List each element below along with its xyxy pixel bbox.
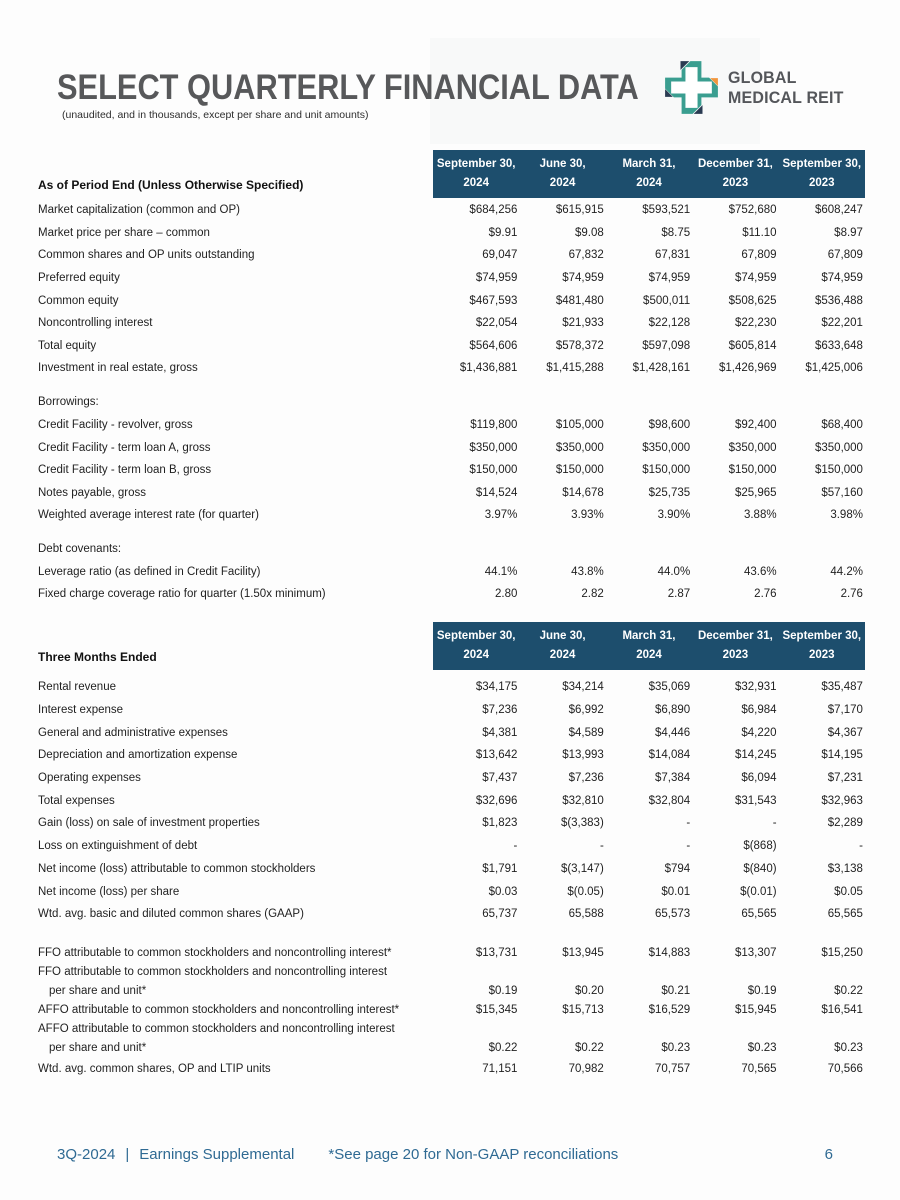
cell-value: 3.90% (657, 509, 691, 522)
cell-value: $0.19 (747, 984, 777, 997)
cell-value: $1,425,006 (805, 362, 863, 375)
cell-value: $0.01 (661, 885, 691, 898)
row-label: AFFO attributable to common stockholders and noncontrolling interest* (38, 1003, 400, 1016)
cell-value: $25,965 (734, 486, 777, 499)
cell-value: $350,000 (642, 441, 691, 454)
cell-value: $22,230 (734, 317, 777, 330)
cell-value: $593,521 (642, 204, 691, 217)
row-label: AFFO attributable to common stockholders and noncontrolling interest (38, 1022, 395, 1035)
table-row (38, 676, 865, 699)
cell-value: $684,256 (469, 204, 518, 217)
table-row (38, 459, 865, 482)
cell-value: $14,883 (648, 946, 691, 959)
table-row (38, 504, 865, 527)
cell-value: $0.20 (575, 984, 604, 997)
cell-value: $32,963 (821, 794, 863, 807)
cell-value: $4,220 (741, 726, 777, 739)
row-label: Total expenses (38, 794, 115, 807)
table-row (38, 1038, 865, 1057)
column-header: June 30, 2024 (539, 158, 586, 189)
footer-doc-title: Earnings Supplemental (139, 1146, 295, 1163)
section-row (38, 538, 865, 561)
cell-value: 70,566 (827, 1062, 863, 1075)
cell-value: $74,959 (648, 272, 691, 285)
cell-value: $0.23 (661, 1041, 691, 1054)
row-label: Loss on extinguishment of debt (38, 840, 198, 853)
cell-value: - (686, 840, 691, 853)
cell-value: $57,160 (821, 486, 863, 499)
cell-value: 70,565 (741, 1062, 777, 1075)
cell-value: 44.0% (657, 565, 691, 578)
cell-value: $1,791 (482, 862, 518, 875)
cell-value: $92,400 (734, 418, 777, 431)
column-header: December 31, 2023 (697, 630, 773, 661)
table-row (38, 812, 865, 835)
table-row (38, 1057, 865, 1080)
footer-quarter: 3Q-2024 (57, 1146, 116, 1163)
period-end-table (38, 150, 865, 606)
table-row (38, 962, 865, 981)
cell-value: $0.19 (488, 984, 518, 997)
spacer-row (38, 380, 865, 391)
cell-value: $22,128 (648, 317, 691, 330)
cell-value: $350,000 (555, 441, 604, 454)
cell-value: $15,345 (475, 1003, 518, 1016)
cell-value: 67,809 (741, 249, 777, 262)
cell-value: $1,428,161 (632, 362, 691, 375)
row-label: FFO attributable to common stockholders and noncontrolling interest (38, 965, 388, 978)
cell-value: $3,138 (827, 862, 863, 875)
footer-note: *See page 20 for Non-GAAP reconciliations (328, 1146, 619, 1163)
table-row (38, 244, 865, 267)
cell-value: 2.76 (754, 588, 777, 601)
title-block (57, 70, 718, 121)
three-months-ended-table (38, 622, 865, 1080)
row-label: Noncontrolling interest (38, 317, 153, 330)
cell-value: $508,625 (728, 294, 777, 307)
footer-divider: | (125, 1146, 130, 1163)
cell-value: - (686, 817, 691, 830)
cell-value: $119,800 (470, 418, 518, 431)
cell-value: $32,931 (734, 681, 777, 694)
cell-value: $32,696 (475, 794, 518, 807)
cell-value: $(868) (743, 840, 777, 853)
cell-value: $8.97 (834, 226, 863, 239)
cell-value: $9.91 (488, 226, 518, 239)
cell-value: $536,488 (814, 294, 863, 307)
row-label: Net income (loss) per share (38, 885, 180, 898)
cell-value: $14,524 (475, 486, 518, 499)
cell-value: - (513, 840, 518, 853)
cell-value: $150,000 (555, 464, 604, 477)
table-row (38, 767, 865, 790)
cell-value: 2.82 (581, 588, 604, 601)
column-header: March 31, 2024 (622, 158, 676, 189)
cell-value: $34,175 (475, 681, 518, 694)
medical-cross-pinwheel-icon (664, 60, 719, 115)
table-row (38, 312, 865, 335)
cell-value: 69,047 (482, 249, 518, 262)
table-row (38, 222, 865, 245)
column-header: September 30, 2024 (436, 158, 516, 189)
cell-value: $7,236 (482, 704, 518, 717)
cell-value: $794 (664, 862, 691, 875)
cell-value: $15,250 (821, 946, 863, 959)
table-row (38, 436, 865, 459)
row-label: General and administrative expenses (38, 726, 228, 739)
table-row (38, 289, 865, 312)
cell-value: - (859, 840, 863, 853)
cell-value: $35,487 (821, 681, 863, 694)
cell-value: 65,737 (482, 908, 518, 921)
cell-value: $74,959 (734, 272, 777, 285)
cell-value: $105,000 (555, 418, 604, 431)
cell-value: $150,000 (642, 464, 691, 477)
cell-value: $7,170 (827, 704, 863, 717)
table-row (38, 835, 865, 858)
cell-value: $0.23 (747, 1041, 777, 1054)
table-row (38, 699, 865, 722)
cell-value: $32,804 (648, 794, 691, 807)
cell-value: $500,011 (643, 294, 691, 307)
table2-column-headers (433, 622, 865, 670)
table-row (38, 744, 865, 767)
cell-value: $32,810 (562, 794, 604, 807)
cell-value: 44.1% (484, 565, 518, 578)
cell-value: $13,642 (475, 749, 518, 762)
table-row (38, 789, 865, 812)
column-header: September 30, 2023 (782, 630, 862, 661)
cell-value: $16,541 (821, 1003, 863, 1016)
cell-value: $564,606 (469, 339, 518, 352)
logo-text-line2: MEDICAL REIT (728, 87, 844, 107)
column-header: September 30, 2023 (782, 158, 862, 189)
cell-value: $31,543 (734, 794, 777, 807)
table1-body (38, 198, 865, 606)
cell-value: $1,415,288 (546, 362, 604, 375)
row-label: Preferred equity (38, 272, 120, 285)
cell-value: $74,959 (821, 272, 863, 285)
cell-value: 67,831 (654, 249, 691, 262)
three-months-table-header (38, 622, 865, 670)
cell-value: $14,678 (562, 486, 604, 499)
cell-value: $0.22 (834, 984, 863, 997)
table-row (38, 880, 865, 903)
cell-value: 67,809 (827, 249, 863, 262)
cell-value: 65,565 (827, 908, 863, 921)
table-row (38, 414, 865, 437)
cell-value: $4,589 (568, 726, 604, 739)
cell-value: 2.87 (667, 588, 691, 601)
cell-value: $0.03 (488, 885, 518, 898)
cell-value: $0.05 (834, 885, 863, 898)
table2-row-header: Three Months Ended (38, 650, 157, 664)
table-row (38, 357, 865, 380)
cell-value: $11.10 (742, 226, 777, 239)
cell-value: $350,000 (728, 441, 777, 454)
table-row (38, 199, 865, 222)
cell-value: 70,757 (654, 1062, 691, 1075)
table1-column-headers (433, 150, 865, 198)
spacer-row (38, 926, 865, 944)
row-label: Gain (loss) on sale of investment properties (38, 817, 260, 830)
cell-value: $(840) (743, 862, 777, 875)
row-label: Wtd. avg. basic and diluted common shares (GAAP) (38, 908, 304, 921)
cell-value: $578,372 (555, 339, 604, 352)
cell-value: $0.21 (661, 984, 691, 997)
cell-value: $15,713 (562, 1003, 604, 1016)
row-label: per share and unit* (49, 984, 147, 997)
cell-value: 3.98% (830, 509, 863, 522)
row-label: Common shares and OP units outstanding (38, 249, 255, 262)
cell-value: $(3,147) (560, 862, 604, 875)
cell-value: 71,151 (482, 1062, 518, 1075)
cell-value: - (772, 817, 777, 830)
logo-text (728, 68, 844, 106)
cell-value: 65,565 (741, 908, 777, 921)
cell-value: $0.22 (575, 1041, 604, 1054)
row-label: FFO attributable to common stockholders and noncontrolling interest* (38, 946, 392, 959)
cell-value: 43.8% (571, 565, 604, 578)
cell-value: 43.6% (743, 565, 777, 578)
cell-value: $6,992 (568, 704, 604, 717)
cell-value: $150,000 (814, 464, 863, 477)
cell-value: 44.2% (830, 565, 863, 578)
cell-value: 67,832 (568, 249, 604, 262)
cell-value: $481,480 (555, 294, 604, 307)
cell-value: 3.88% (743, 509, 777, 522)
column-header: March 31, 2024 (622, 630, 676, 661)
row-label: Fixed charge coverage ratio for quarter (1.50x minimum) (38, 588, 326, 601)
cell-value: $467,593 (469, 294, 518, 307)
page-footer (57, 1146, 843, 1163)
cell-value: $4,381 (482, 726, 518, 739)
cell-value: $16,529 (648, 1003, 691, 1016)
row-label: Wtd. avg. common shares, OP and LTIP units (38, 1062, 271, 1075)
cell-value: $(0.05) (567, 885, 604, 898)
table-row (38, 903, 865, 926)
spacer-row (38, 527, 865, 538)
cell-value: $350,000 (814, 441, 863, 454)
cell-value: $7,231 (827, 772, 863, 785)
cell-value: $4,367 (827, 726, 863, 739)
row-label: Leverage ratio (as defined in Credit Facility) (38, 565, 261, 578)
cell-value: $615,915 (555, 204, 604, 217)
cell-value: $597,098 (642, 339, 691, 352)
cell-value: $22,201 (821, 317, 863, 330)
row-label: Weighted average interest rate (for quarter) (38, 509, 259, 522)
row-label: Credit Facility - term loan B, gross (38, 464, 212, 477)
cell-value: $68,400 (821, 418, 863, 431)
row-label: per share and unit* (49, 1041, 147, 1054)
cell-value: $350,000 (469, 441, 518, 454)
cell-value: $2,289 (827, 817, 863, 830)
cell-value: $605,814 (728, 339, 777, 352)
row-label: Borrowings: (38, 396, 99, 409)
page-number: 6 (824, 1146, 833, 1163)
row-label: Interest expense (38, 704, 124, 717)
cell-value: $1,436,881 (459, 362, 518, 375)
row-label: Market capitalization (common and OP) (38, 204, 240, 217)
row-label: Debt covenants: (38, 543, 122, 556)
cell-value: $14,245 (734, 749, 777, 762)
table-row (38, 1000, 865, 1019)
cell-value: $752,680 (728, 204, 777, 217)
table2-body (38, 670, 865, 1080)
row-label: Credit Facility - term loan A, gross (38, 441, 211, 454)
cell-value: $9.08 (575, 226, 604, 239)
cell-value: $14,195 (821, 749, 863, 762)
cell-value: $74,959 (475, 272, 518, 285)
cell-value: $6,094 (741, 772, 777, 785)
row-label: Net income (loss) attributable to common stockholders (38, 862, 316, 875)
section-row (38, 391, 865, 414)
page-subtitle: (unaudited, and in thousands, except per share and unit amounts) (62, 109, 369, 121)
cell-value: $(0.01) (740, 885, 777, 898)
cell-value: $21,933 (562, 317, 604, 330)
table-row (38, 981, 865, 1000)
cell-value: - (599, 840, 604, 853)
cell-value: $74,959 (562, 272, 604, 285)
row-label: Rental revenue (38, 681, 116, 694)
cell-value: $6,890 (654, 704, 691, 717)
cell-value: $0.23 (834, 1041, 863, 1054)
table-row (38, 943, 865, 962)
cell-value: $98,600 (648, 418, 691, 431)
cell-value: $13,731 (475, 946, 518, 959)
cell-value: $13,307 (734, 946, 777, 959)
table-row (38, 1019, 865, 1038)
cell-value: $150,000 (728, 464, 777, 477)
cell-value: $34,214 (562, 681, 604, 694)
cell-value: $633,648 (814, 339, 863, 352)
cell-value: $1,823 (482, 817, 518, 830)
row-label: Investment in real estate, gross (38, 362, 198, 375)
cell-value: 2.76 (840, 588, 863, 601)
row-label: Depreciation and amortization expense (38, 749, 238, 762)
cell-value: $22,054 (475, 317, 518, 330)
table-row (38, 561, 865, 584)
table-row (38, 583, 865, 606)
table1-row-header: As of Period End (Unless Otherwise Specified) (38, 178, 304, 192)
cell-value: 70,982 (568, 1062, 604, 1075)
cell-value: $15,945 (734, 1003, 777, 1016)
cell-value: $4,446 (654, 726, 691, 739)
row-label: Notes payable, gross (38, 486, 147, 499)
row-label: Credit Facility - revolver, gross (38, 418, 193, 431)
table-row (38, 335, 865, 358)
cell-value: 65,573 (654, 908, 691, 921)
row-label: Common equity (38, 294, 119, 307)
cell-value: $6,984 (741, 704, 777, 717)
cell-value: $7,437 (482, 772, 518, 785)
row-label: Total equity (38, 339, 97, 352)
cell-value: $25,735 (648, 486, 691, 499)
page-title: SELECT QUARTERLY FINANCIAL DATA (57, 68, 639, 107)
cell-value: $35,069 (648, 681, 691, 694)
cell-value: $608,247 (814, 204, 863, 217)
column-header: December 31, 2023 (697, 158, 773, 189)
column-header: June 30, 2024 (539, 630, 586, 661)
cell-value: $150,000 (469, 464, 518, 477)
cell-value: 3.93% (571, 509, 604, 522)
cell-value: $8.75 (661, 226, 691, 239)
column-header: September 30, 2024 (436, 630, 516, 661)
period-end-table-header (38, 150, 865, 198)
cell-value: $1,426,969 (719, 362, 777, 375)
cell-value: $7,236 (568, 772, 604, 785)
cell-value: $13,993 (562, 749, 604, 762)
table-row (38, 721, 865, 744)
cell-value: $7,384 (654, 772, 691, 785)
cell-value: $13,945 (562, 946, 604, 959)
cell-value: 2.80 (495, 588, 518, 601)
table-row (38, 267, 865, 290)
row-label: Operating expenses (38, 772, 141, 785)
row-label: Market price per share – common (38, 226, 210, 239)
cell-value: 3.97% (484, 509, 518, 522)
cell-value: $(3,383) (560, 817, 604, 830)
cell-value: 65,588 (568, 908, 604, 921)
table-row (38, 858, 865, 881)
table-row (38, 481, 865, 504)
logo-text-line1: GLOBAL (728, 68, 797, 88)
cell-value: $14,084 (648, 749, 691, 762)
company-logo (664, 60, 851, 115)
cell-value: $0.22 (488, 1041, 518, 1054)
